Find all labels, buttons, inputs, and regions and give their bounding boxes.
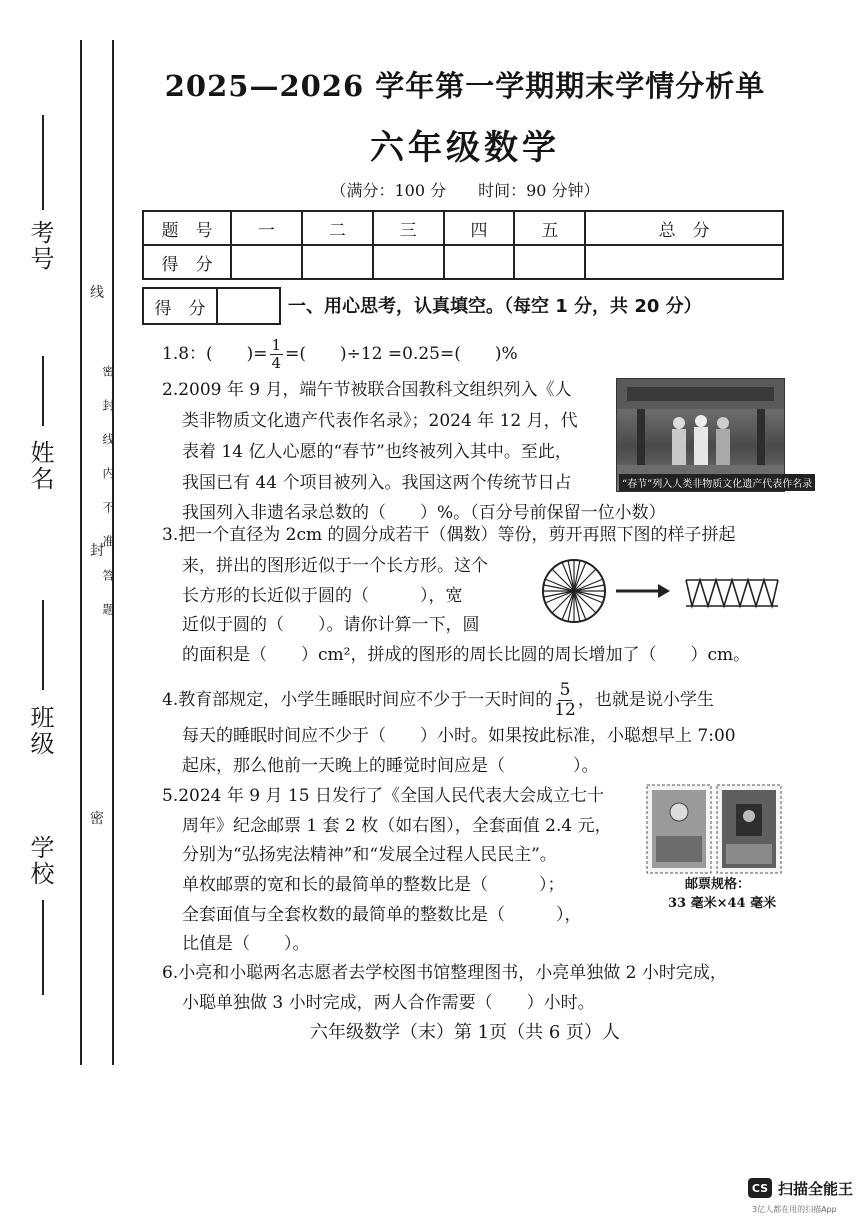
score-table-cell: 总 分 [585,211,783,245]
score-table-cell: 四 [444,211,515,245]
q3-line-3: 长方形的长近似于圆的（ ），宽 [182,586,463,606]
exam-meta: （满分：100 分 时间：90 分钟） [330,181,600,200]
q3-line-5: 的面积是（ ）cm²，拼成的图形的周长比圆的周长增加了（ ）cm。 [182,645,751,665]
q5-line-5: 全套面值与全套枚数的最简单的整数比是（ ）， [182,905,582,925]
score-blank-2[interactable] [302,245,373,279]
q3-line-4: 近似于圆的（ ）。请你计算一下，圆 [182,615,480,635]
score-table-cell: 得 分 [143,245,231,279]
question-1 [162,337,518,372]
score-table-cell: 题 号 [143,211,231,245]
q1-fraction [270,337,284,372]
q4-denominator: 12 [554,700,576,720]
q5-line-2: 周年》纪念邮票 1 套 2 枚（如右图），全套面值 2.4 元， [182,816,612,836]
q4-fraction [554,681,576,720]
score-table-cell: 五 [514,211,585,245]
grader-label: 得 分 [144,289,218,323]
banji-label: 班级 [26,705,54,757]
score-table-cell: 三 [373,211,444,245]
kaohao-label: 考号 [26,220,54,272]
q2-line-2: 类非物质文化遗产代表作名录》；2024 年 12 月，代 [182,411,578,431]
scanner-logo-icon: CS [748,1178,772,1198]
score-table-header-row [143,211,783,245]
commemorative-stamps-image [646,784,782,876]
section-1-title: 一、用心思考，认真填空。（每空 1 分，共 20 分） [288,296,702,317]
q3-line-1: 3.把一个直径为 2cm 的圆分成若干（偶数）等份，剪开再照下图的样子拼起 [162,525,736,545]
q2-line-4: 我国已有 44 个项目被列入。我国这两个传统节日占 [182,473,572,493]
seal-char-xian: 线 [90,285,104,301]
section-grader-box [142,287,281,325]
circle-to-rectangle-diagram [540,556,782,628]
q4-text-a: 4.教育部规定，小学生睡眠时间应不少于一天时间的 [162,690,553,710]
q2-line-5: 我国列入非遗名录总数的（ ）%。（百分号前保留一位小数） [182,503,666,523]
spring-festival-photo-art [617,379,784,475]
seal-char-feng: 封 [90,543,104,559]
q1-text-b: =( )÷12 =0.25=( )% [285,344,518,364]
right-arrow-icon [616,584,670,598]
score-blank-3[interactable] [373,245,444,279]
stamp-caption-1: 邮票规格： [685,877,751,892]
stamp-caption-2: 33 毫米×44 毫米 [668,896,777,911]
q4-text-b: ，也就是说小学生 [577,690,714,710]
q1-numerator: 1 [271,336,282,354]
q1-denominator: 4 [271,354,282,372]
q3-line-2: 来，拼出的图形近似于一个长方形。这个 [182,556,488,576]
banji-blank [42,600,44,690]
q2-line-3: 表着 14 亿人心愿的“春节”也终被列入其中。至此， [182,442,572,462]
exam-title: 2025—2026 学年第一学期期末学情分析单 [164,69,766,103]
score-table-cell: 一 [231,211,302,245]
scanner-brand: 扫描全能王 [778,1180,854,1198]
score-blank-1[interactable] [231,245,302,279]
xingming-label: 姓名 [26,440,54,492]
xingming-blank [42,356,44,426]
xuexiao-label: 学校 [26,835,54,887]
seal-notice: 密封线内不准答题 [101,365,115,637]
score-table-cell: 二 [302,211,373,245]
subject-title: 六年级数学 [370,128,560,168]
q4-line-3: 起床，那么他前一天晚上的睡觉时间应是（ ）。 [182,756,599,776]
q1-text-a: 1.8：( )= [162,344,268,364]
score-blank-4[interactable] [444,245,515,279]
q6-line-1: 6.小亮和小聪两名志愿者去学校图书馆整理图书，小亮单独做 2 小时完成， [162,963,727,983]
xuexiao-blank [42,900,44,995]
seal-char-mi: 密 [90,811,104,827]
q5-line-4: 单枚邮票的宽和长的最简单的整数比是（ ）； [182,875,565,895]
divided-circle-icon [543,560,605,622]
score-table [142,210,784,280]
score-table-score-row [143,245,783,279]
q4-numerator: 5 [559,680,571,700]
photo-caption: “春节”列入人类非物质文化遗产代表作名录 [619,474,815,491]
score-blank-total[interactable] [585,245,783,279]
spring-festival-photo [616,378,813,492]
q5-line-1: 5.2024 年 9 月 15 日发行了《全国人民代表大会成立七十 [162,786,604,806]
q6-line-2: 小聪单独做 3 小时完成，两人合作需要（ ）小时。 [182,993,595,1013]
q5-line-3: 分别为“弘扬宪法精神”和“发展全过程人民民主”。 [182,845,557,865]
q5-line-6: 比值是（ ）。 [182,934,310,954]
q4-line-2: 每天的睡眠时间应不少于（ ）小时。如果按此标准，小聪想早上 7:00 [182,726,736,746]
scanner-tagline: 3亿人都在用的扫描App [752,1205,837,1214]
zigzag-rectangle-icon [686,580,778,606]
score-blank-5[interactable] [514,245,585,279]
page-footer: 六年级数学（末）第 1页（共 6 页）人 [309,1022,621,1043]
q2-line-1: 2.2009 年 9 月，端午节被联合国教科文组织列入《人 [162,380,572,400]
question-4-line-1 [162,681,714,720]
